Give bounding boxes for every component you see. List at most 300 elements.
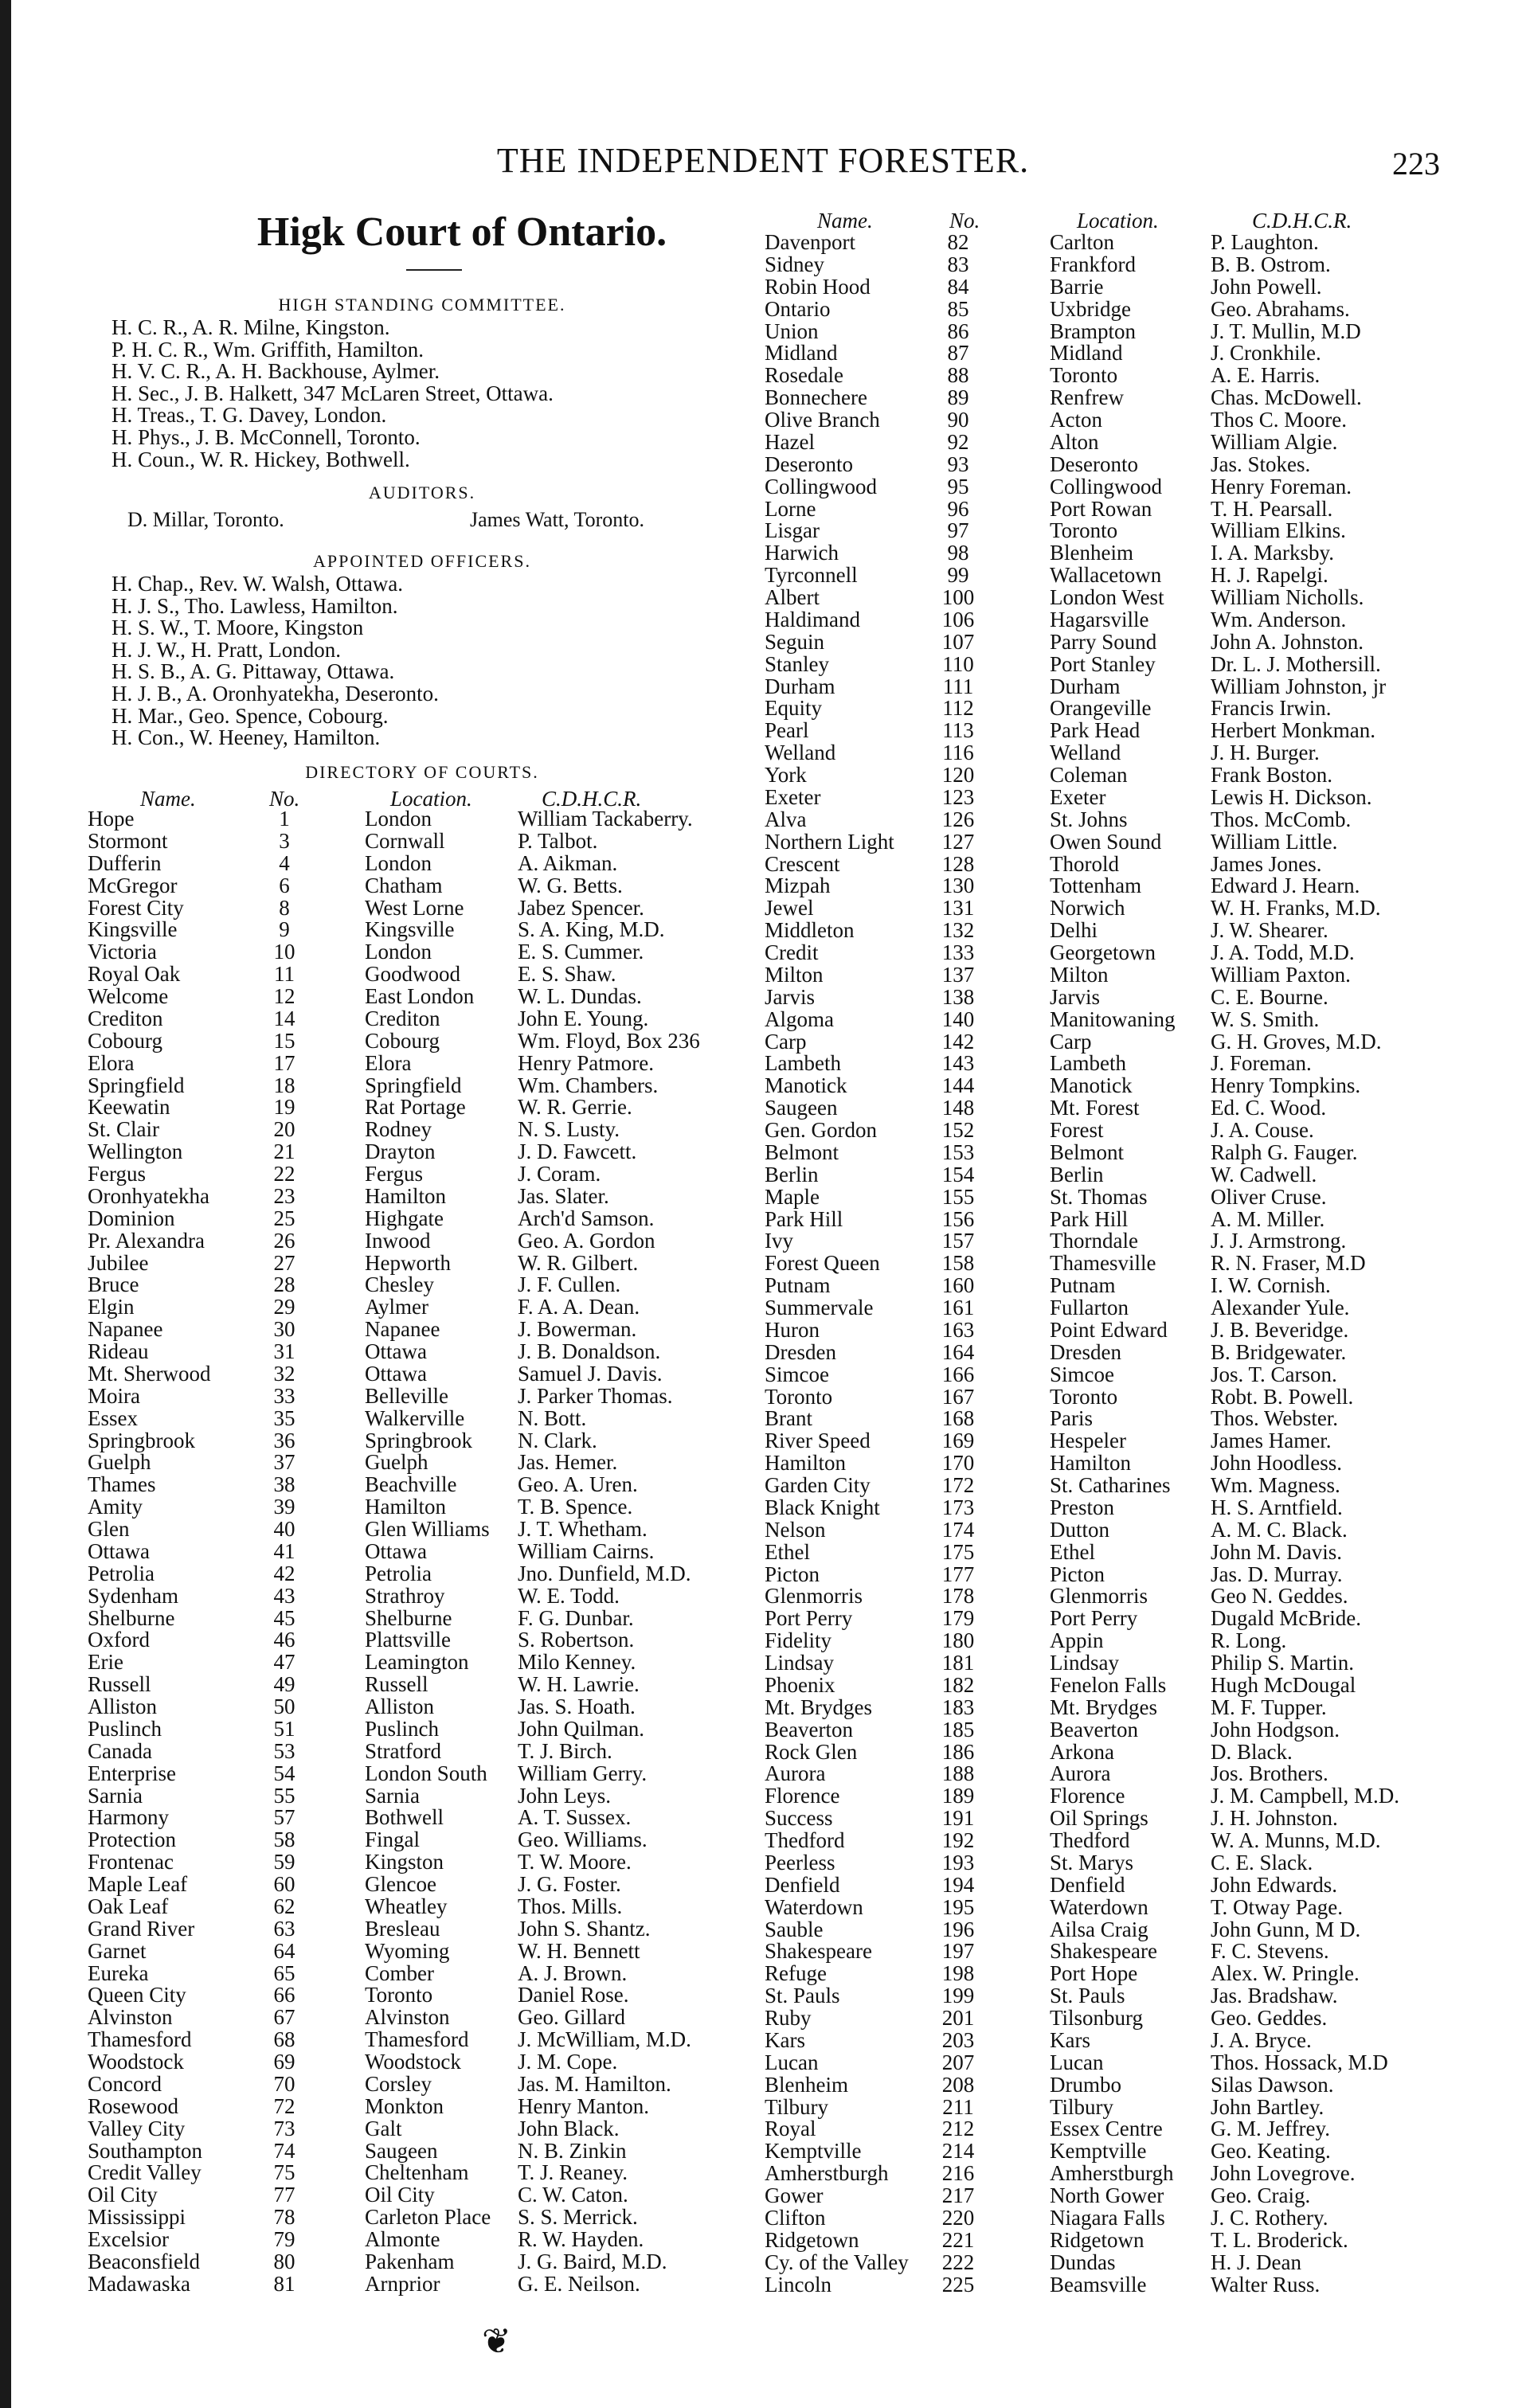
court-location: Cheltenham [365, 2160, 469, 2185]
court-location: Fingal [365, 1828, 421, 1852]
court-name: Amherstburgh [765, 2161, 889, 2186]
court-location: Uxbridge [1050, 296, 1131, 321]
court-name: Dresden [765, 1339, 836, 1364]
court-name: Rideau [88, 1339, 149, 1363]
court-location: Dutton [1050, 1517, 1110, 1542]
court-number: 64 [273, 1938, 295, 1963]
court-row [765, 587, 1481, 609]
court-number: 96 [947, 496, 969, 521]
court-location: Carp [1050, 1029, 1092, 1054]
court-row [88, 1008, 749, 1030]
court-row [765, 2252, 1481, 2274]
court-location: Paris [1050, 1406, 1093, 1431]
court-location: Lucan [1050, 2050, 1104, 2074]
court-row [88, 1918, 749, 1941]
court-location: Aylmer [365, 1295, 428, 1319]
court-row [765, 2207, 1481, 2230]
court-cdhcr: Jas. Hemer. [518, 1450, 618, 1475]
court-row [765, 1830, 1481, 1852]
court-row [88, 1341, 749, 1363]
court-location: Ridgetown [1050, 2227, 1144, 2252]
court-row [765, 1475, 1481, 1497]
court-cdhcr: J. M. Campbell, M.D. [1211, 1784, 1400, 1808]
court-row [765, 429, 1481, 454]
court-name: Keewatin [88, 1095, 170, 1120]
court-number: 80 [273, 2249, 295, 2273]
court-location: Collingwood [1050, 474, 1163, 498]
court-number: 53 [273, 1738, 295, 1763]
court-row [765, 276, 1481, 299]
court-location: Blenheim [1050, 541, 1133, 565]
court-number: 79 [273, 2227, 295, 2251]
court-name: Lucan [765, 2050, 819, 2074]
court-row [765, 1386, 1481, 1409]
court-number: 38 [273, 1472, 295, 1497]
court-number: 37 [273, 1450, 295, 1475]
court-location: Aurora [1050, 1761, 1111, 1786]
court-location: Beachville [365, 1472, 457, 1497]
court-location: Thorold [1050, 851, 1119, 876]
auditor-right: James Watt, Toronto. [470, 508, 644, 531]
court-row [88, 1230, 749, 1253]
court-name: Union [765, 319, 819, 343]
court-number: 183 [941, 1695, 975, 1719]
court-row [88, 1960, 749, 1985]
court-cdhcr: William Little. [1211, 829, 1338, 854]
officer-line: H. S. W., T. Moore, Kingston [112, 616, 364, 640]
col-header-no-right: No. [949, 209, 980, 233]
court-location: London [365, 850, 432, 875]
court-number: 88 [947, 363, 969, 388]
court-name: Shakespeare [765, 1939, 872, 1964]
court-location: Stratford [365, 1738, 441, 1763]
court-cdhcr: Geo. Gillard [518, 2005, 625, 2030]
court-cdhcr: B. B. Ostrom. [1211, 252, 1331, 276]
court-cdhcr: J. H. Johnston. [1211, 1806, 1338, 1831]
court-name: Clifton [765, 2205, 826, 2230]
court-cdhcr: Geo. Williams. [518, 1828, 648, 1852]
court-name: Elgin [88, 1295, 135, 1319]
officer-line: H. J. W., H. Pratt, London. [112, 637, 342, 662]
court-row [765, 1230, 1481, 1253]
court-number: 100 [941, 585, 975, 609]
court-name: Jarvis [765, 984, 815, 1009]
court-number: 28 [273, 1272, 295, 1297]
auditor-left: D. Millar, Toronto. [127, 508, 284, 531]
court-location: Toronto [1050, 1384, 1118, 1409]
court-number: 191 [941, 1806, 975, 1831]
court-row [765, 1963, 1481, 1985]
court-name: Dominion [88, 1206, 175, 1230]
court-location: London South [365, 1761, 487, 1785]
court-row [88, 2140, 749, 2163]
court-cdhcr: Henry Manton. [518, 2093, 649, 2118]
court-cdhcr: W. H. Lawrie. [518, 1672, 640, 1697]
col-header-cdhcr: C.D.H.C.R. [542, 787, 642, 811]
court-number: 87 [947, 341, 969, 366]
court-cdhcr: John Hoodless. [1211, 1451, 1343, 1476]
court-number: 92 [947, 429, 969, 454]
court-row [88, 941, 749, 964]
court-name: Refuge [765, 1961, 827, 1986]
court-location: London [365, 940, 432, 964]
court-name: Harmony [88, 1805, 169, 1830]
court-number: 181 [941, 1651, 975, 1675]
court-row [765, 1941, 1481, 1963]
court-number: 222 [941, 2250, 975, 2274]
court-cdhcr: Thos C. Moore. [1211, 408, 1347, 432]
court-cdhcr: G. E. Neilson. [518, 2271, 640, 2296]
court-row [88, 1363, 749, 1386]
court-cdhcr: Geo. Keating. [1211, 2139, 1331, 2164]
court-location: Milton [1050, 962, 1109, 987]
court-location: Delhi [1050, 918, 1098, 943]
court-cdhcr: J. Coram. [518, 1162, 601, 1186]
court-number: 83 [947, 252, 969, 276]
court-number: 212 [941, 2117, 975, 2141]
court-cdhcr: James Hamer. [1211, 1429, 1332, 1453]
court-cdhcr: J. C. Rothery. [1211, 2205, 1328, 2230]
court-cdhcr: Francis Irwin. [1211, 696, 1332, 721]
court-name: Stormont [88, 828, 168, 853]
court-location: Elora [365, 1050, 412, 1075]
court-number: 11 [274, 962, 295, 987]
court-location: Dundas [1050, 2250, 1116, 2274]
court-number: 177 [941, 1562, 975, 1586]
court-location: St. Johns [1050, 807, 1128, 831]
court-name: Sauble [765, 1917, 824, 1941]
court-number: 74 [273, 2138, 295, 2163]
court-name: Maple Leaf [88, 1872, 188, 1896]
court-cdhcr: Jas. Bradshaw. [1211, 1984, 1338, 2008]
court-location: Park Hill [1050, 1206, 1129, 1231]
court-number: 126 [941, 807, 975, 831]
court-number: 169 [941, 1429, 975, 1453]
court-row [88, 1785, 749, 1808]
court-cdhcr: Robt. B. Powell. [1211, 1384, 1354, 1409]
court-number: 195 [941, 1894, 975, 1919]
court-number: 55 [273, 1783, 295, 1808]
court-location: Rodney [365, 1117, 432, 1142]
court-number: 50 [273, 1695, 295, 1718]
court-location: Durham [1050, 674, 1121, 698]
court-row [765, 498, 1481, 521]
court-location: Simcoe [1050, 1362, 1114, 1386]
court-cdhcr: W. L. Dundas. [518, 984, 642, 1008]
court-location: Berlin [1050, 1162, 1104, 1186]
court-location: Thamesford [365, 2027, 469, 2052]
court-name: Dufferin [88, 850, 162, 875]
court-name: Crediton [88, 1006, 163, 1030]
court-name: Mississippi [88, 2205, 186, 2230]
court-location: Glen Williams [365, 1517, 490, 1541]
court-location: Wyoming [365, 1938, 450, 1963]
court-row [765, 1874, 1481, 1897]
court-number: 72 [273, 2093, 295, 2118]
court-name: River Speed [765, 1429, 871, 1453]
court-cdhcr: Silas Dawson. [1211, 2072, 1334, 2097]
court-location: Brampton [1050, 319, 1136, 343]
court-location: Leamington [365, 1650, 469, 1675]
court-row [88, 808, 749, 831]
court-number: 20 [273, 1117, 295, 1142]
court-number: 163 [941, 1317, 975, 1342]
court-number: 220 [941, 2205, 975, 2230]
court-location: Sarnia [365, 1783, 420, 1808]
court-location: Belmont [1050, 1140, 1124, 1164]
court-name: Welcome [88, 984, 169, 1008]
court-name: Aurora [765, 1761, 826, 1786]
court-number: 216 [941, 2161, 975, 2186]
court-name: Ethel [765, 1539, 810, 1564]
court-location: East London [365, 984, 475, 1008]
court-cdhcr: Daniel Rose. [518, 1983, 629, 2007]
court-cdhcr: J. A. Todd, M.D. [1211, 940, 1355, 964]
court-cdhcr: J. F. Cullen. [518, 1272, 621, 1297]
court-number: 123 [941, 784, 975, 809]
court-cdhcr: Henry Patmore. [518, 1050, 654, 1075]
court-location: Alliston [365, 1695, 435, 1718]
court-number: 225 [941, 2272, 975, 2297]
court-location: Puslinch [365, 1716, 440, 1741]
court-row [765, 2094, 1481, 2119]
court-row [88, 1738, 749, 1763]
court-location: Thamesville [1050, 1251, 1156, 1276]
court-name: Lorne [765, 496, 816, 521]
court-number: 132 [941, 918, 975, 943]
officer-line: H. Coun., W. R. Hickey, Bothwell. [112, 447, 410, 471]
officer-line: H. Treas., T. G. Davey, London. [112, 403, 387, 428]
court-cdhcr: Edward J. Hearn. [1211, 874, 1360, 898]
court-location: Chesley [365, 1272, 434, 1297]
court-name: Stanley [765, 651, 829, 676]
court-row [88, 2029, 749, 2051]
court-cdhcr: Geo. Abrahams. [1211, 296, 1350, 321]
court-location: Toronto [1050, 518, 1118, 543]
court-name: Rosedale [765, 363, 843, 388]
court-number: 21 [273, 1140, 295, 1164]
officer-line: H. J. B., A. Oronhyatekha, Deseronto. [112, 681, 439, 706]
court-cdhcr: W. G. Betts. [518, 873, 623, 897]
court-number: 98 [947, 541, 969, 565]
court-name: Peerless [765, 1850, 835, 1874]
court-number: 188 [941, 1761, 975, 1786]
court-cdhcr: Chas. McDowell. [1211, 385, 1362, 410]
court-name: Mizpah [765, 874, 831, 898]
court-cdhcr: G. H. Groves, M.D. [1211, 1029, 1382, 1054]
court-cdhcr: William Cairns. [518, 1538, 655, 1563]
court-name: Thedford [765, 1828, 845, 1852]
court-cdhcr: I. A. Marksby. [1211, 541, 1334, 565]
committee-heading: HIGH STANDING COMMITTEE. [278, 295, 566, 315]
court-name: St. Clair [88, 1117, 160, 1142]
court-row [765, 2227, 1481, 2252]
court-number: 84 [947, 274, 969, 299]
court-name: Beaverton [765, 1717, 853, 1742]
court-row [765, 2118, 1481, 2140]
court-row [88, 1405, 749, 1430]
court-number: 130 [941, 874, 975, 898]
court-cdhcr: E. S. Shaw. [518, 962, 616, 987]
court-number: 93 [947, 452, 969, 476]
court-cdhcr: Jas. S. Hoath. [518, 1695, 636, 1718]
court-number: 4 [279, 850, 290, 875]
court-location: Port Hope [1050, 1961, 1138, 1986]
court-row [88, 1030, 749, 1053]
court-name: Ruby [765, 2006, 812, 2030]
court-row [765, 851, 1481, 876]
court-row [765, 1564, 1481, 1586]
court-location: Ailsa Craig [1050, 1917, 1148, 1941]
court-name: St. Pauls [765, 1984, 840, 2008]
court-cdhcr: Ralph G. Fauger. [1211, 1140, 1358, 1164]
court-location: Springbrook [365, 1428, 472, 1452]
court-number: 69 [273, 2050, 295, 2074]
court-cdhcr: A. M. Miller. [1211, 1206, 1325, 1231]
court-location: Lindsay [1050, 1651, 1119, 1675]
court-number: 90 [947, 408, 969, 432]
court-number: 186 [941, 1739, 975, 1764]
court-cdhcr: Wm. Anderson. [1211, 607, 1347, 631]
court-name: Thamesford [88, 2027, 192, 2052]
court-name: Maple [765, 1184, 820, 1209]
court-row [765, 831, 1481, 854]
court-number: 107 [941, 629, 975, 654]
court-location: Kingsville [365, 917, 455, 942]
court-cdhcr: J. A. Couse. [1211, 1118, 1314, 1142]
court-cdhcr: William Algie. [1211, 429, 1338, 454]
court-cdhcr: William Nicholls. [1211, 585, 1364, 609]
court-cdhcr: N. S. Lusty. [518, 1117, 620, 1142]
court-row [765, 1142, 1481, 1164]
officer-line: H. Sec., J. B. Halkett, 347 McLaren Street, Ottawa. [112, 381, 554, 405]
court-location: Ottawa [365, 1538, 427, 1563]
directory-left-column [88, 808, 749, 2296]
court-cdhcr: H. J. Rapelgi. [1211, 563, 1328, 588]
court-location: Ottawa [365, 1361, 427, 1386]
court-cdhcr: J. Cronkhile. [1211, 341, 1321, 366]
court-row [765, 1275, 1481, 1297]
court-name: Madawaska [88, 2271, 190, 2296]
court-cdhcr: J. J. Armstrong. [1211, 1229, 1347, 1253]
court-location: Port Stanley [1050, 651, 1156, 676]
court-name: Waterdown [765, 1894, 863, 1919]
court-cdhcr: H. J. Dean [1211, 2250, 1301, 2274]
court-name: Summervale [765, 1296, 874, 1319]
court-location: Denfield [1050, 1872, 1125, 1897]
court-name: Deseronto [765, 452, 853, 476]
court-cdhcr: Jas. D. Murray. [1211, 1562, 1343, 1586]
court-number: 23 [273, 1183, 295, 1208]
court-name: Lisgar [765, 518, 820, 543]
court-row [765, 964, 1481, 987]
court-row [765, 476, 1481, 498]
court-cdhcr: D. Black. [1211, 1739, 1293, 1764]
court-number: 185 [941, 1717, 975, 1742]
court-location: Bresleau [365, 1916, 440, 1941]
court-name: Lincoln [765, 2272, 831, 2297]
court-row [88, 2007, 749, 2029]
court-row [765, 609, 1481, 631]
court-row [88, 2207, 749, 2229]
court-cdhcr: J. B. Donaldson. [518, 1339, 661, 1363]
court-name: Glen [88, 1517, 130, 1541]
court-row [765, 1297, 1481, 1319]
court-location: North Gower [1050, 2183, 1164, 2207]
court-number: 51 [273, 1716, 295, 1741]
court-cdhcr: R. N. Fraser, M.D [1211, 1251, 1366, 1276]
court-row [88, 828, 749, 853]
court-location: Oil City [365, 2183, 435, 2207]
court-row [765, 1097, 1481, 1120]
court-cdhcr: John Hodgson. [1211, 1717, 1340, 1742]
court-row [88, 2251, 749, 2273]
court-row [765, 1031, 1481, 1054]
court-row [765, 1585, 1481, 1608]
court-row [765, 1164, 1481, 1186]
court-number: 60 [273, 1872, 295, 1896]
court-cdhcr: P. Talbot. [518, 828, 598, 853]
court-number: 112 [942, 696, 974, 721]
court-location: Port Rowan [1050, 496, 1152, 521]
court-number: 168 [941, 1406, 975, 1431]
court-number: 45 [273, 1605, 295, 1630]
court-row [765, 1339, 1481, 1364]
court-location: Fergus [365, 1162, 424, 1186]
court-name: Shelburne [88, 1605, 175, 1630]
court-cdhcr: William Tackaberry. [518, 807, 693, 831]
court-row [88, 964, 749, 986]
court-name: Ivy [765, 1229, 793, 1253]
court-location: Ottawa [365, 1339, 427, 1363]
court-location: Crediton [365, 1006, 440, 1030]
court-number: 133 [941, 940, 975, 964]
court-cdhcr: S. A. King, M.D. [518, 917, 665, 942]
running-title: THE INDEPENDENT FORESTER. [496, 141, 1030, 180]
court-location: Renfrew [1050, 385, 1124, 410]
court-number: 3 [279, 828, 290, 853]
court-cdhcr: Thos. McComb. [1211, 807, 1352, 831]
court-name: Forest Queen [765, 1251, 880, 1276]
court-cdhcr: William Johnston, jr [1211, 674, 1387, 698]
court-number: 75 [273, 2160, 295, 2185]
appointed-officers-heading: APPOINTED OFFICERS. [313, 551, 531, 571]
court-number: 196 [941, 1917, 975, 1941]
court-location: Tottenham [1050, 874, 1142, 898]
court-row [88, 1807, 749, 1829]
court-number: 54 [273, 1761, 295, 1785]
court-cdhcr: W. A. Munns, M.D. [1211, 1828, 1381, 1852]
court-cdhcr: John Quilman. [518, 1716, 644, 1741]
court-cdhcr: C. W. Caton. [518, 2183, 628, 2207]
court-name: Gen. Gordon [765, 1118, 877, 1142]
court-cdhcr: W. Cadwell. [1211, 1162, 1317, 1186]
court-name: Rosewood [88, 2093, 178, 2118]
court-cdhcr: Thos. Webster. [1211, 1406, 1339, 1431]
court-cdhcr: Geo. Geddes. [1211, 2006, 1328, 2030]
court-location: Waterdown [1050, 1894, 1148, 1919]
court-name: Concord [88, 2071, 162, 2096]
court-row [88, 2051, 749, 2074]
court-cdhcr: James Jones. [1211, 851, 1322, 876]
court-cdhcr: J. H. Burger. [1211, 741, 1320, 765]
court-title: Higk Court of Ontario. [256, 209, 667, 255]
court-name: Port Perry [765, 1606, 853, 1631]
court-row [765, 2052, 1481, 2074]
court-name: Black Knight [765, 1495, 880, 1519]
court-name: Southampton [88, 2138, 203, 2163]
court-row [765, 2074, 1481, 2097]
